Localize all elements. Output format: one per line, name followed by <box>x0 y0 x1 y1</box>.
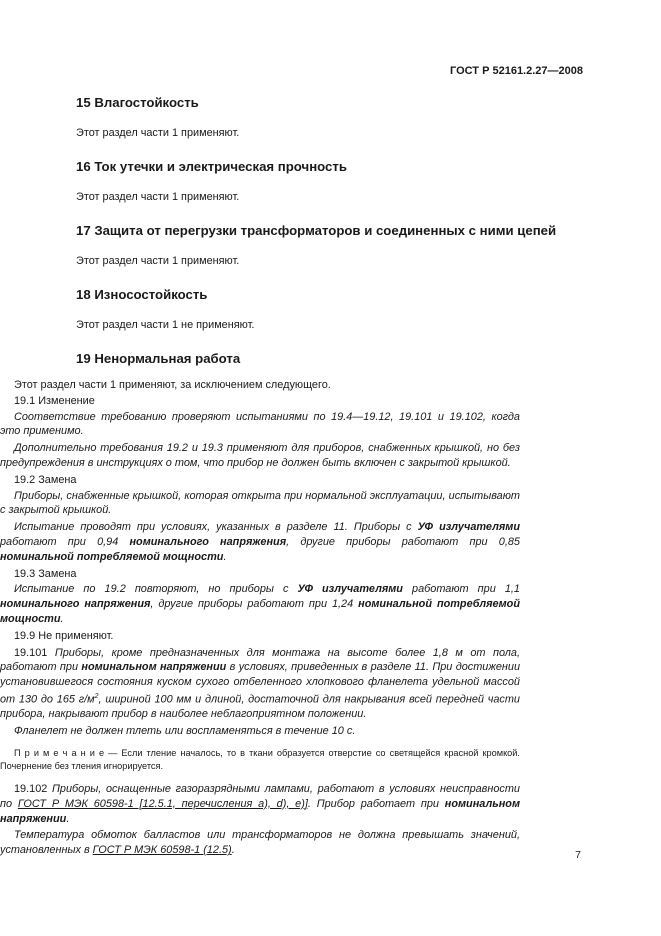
section-text: Этот раздел части 1 применяют. <box>76 191 240 203</box>
section-heading: 15 Влагостойкость <box>76 95 199 110</box>
clause-title: 19.3 Замена <box>14 567 77 580</box>
standard-reference-link[interactable]: ГОСТ Р МЭК 60598-1 (12.5) <box>92 844 232 857</box>
section-text: Этот раздел части 1 не применяют. <box>76 319 255 331</box>
section-19-body <box>0 378 661 858</box>
paragraph: Этот раздел части 1 применяют, за исключением следующего. <box>14 379 331 391</box>
note: П р и м е ч а н и е — Если тление началось, то в ткани образуется отверстие со светящейся красной кромкой. Почернение без тления игнорируется. <box>0 747 520 772</box>
paragraph: Температура обмоток балластов или трансформаторов не должна превышать значений, установленных в ГОСТ Р МЭК 60598-1 (12.5). <box>0 829 520 857</box>
section-19 <box>76 351 596 366</box>
clause-title: 19.9 Не применяют. <box>14 629 114 642</box>
paragraph: 19.102 Приборы, оснащенные газоразрядными лампами, работают в условиях неисправности по ГОСТ Р МЭК 60598-1 [12.5.1, перечисления а), d), е)]. Прибор работает при номинальном напряжении. <box>0 782 521 825</box>
paragraph: Приборы, снабженные крышкой, которая открыта при нормальной эксплуатации, испытывают с закрытой крышкой. <box>0 489 520 517</box>
section-16 <box>76 159 596 203</box>
section-text: Этот раздел части 1 применяют. <box>76 127 240 139</box>
section-18 <box>76 287 596 331</box>
clause-title: 19.2 Замена <box>14 473 77 486</box>
section-heading: 17 Защита от перегрузки трансформаторов и соединенных с ними цепей <box>76 223 557 238</box>
section-heading: 16 Ток утечки и электрическая прочность <box>76 159 347 174</box>
standard-reference-link[interactable]: ГОСТ Р МЭК 60598-1 [12.5.1, перечисления а), d), е)] <box>17 797 308 810</box>
paragraph: Фланелет не должен тлеть или воспламеняться в течение 10 с. <box>14 725 356 738</box>
section-heading: 18 Износостойкость <box>76 287 208 302</box>
paragraph: 19.101 Приборы, кроме предназначенных для монтажа на высоте более 1,8 м от пола, работают при номинальном напряжении в условиях, приведенных в разделе 11. При достижении установившегося состояния куском сухого отбеленного хлопкового фланелета удельной массой от 130 до 165 $г/м^2$, шириной 100 мм и длиной, достаточной для накрывания всей передней части прибора, накрывают прибор в наиболее неблагоприятном положении. <box>0 646 520 721</box>
section-heading: 19 Ненормальная работа <box>76 351 241 366</box>
section-text: Этот раздел части 1 применяют. <box>76 255 240 267</box>
paragraph: Дополнительно требования 19.2 и 19.3 применяют для приборов, снабженных крышкой, но без предупреждения в инструкциях о том, что прибор не должен быть включен с закрытой крышкой. <box>0 442 520 469</box>
page-number: 7 <box>575 849 581 861</box>
section-15 <box>76 95 596 139</box>
paragraph: Испытание проводят при условиях, указанных в разделе 11. Приборы с УФ излучателями работают при 0,94 номинального напряжения, другие приборы работают при 0,85 номинальной потребляемой мощности. <box>0 521 521 563</box>
document-header-id: ГОСТ Р 52161.2.27—2008 <box>449 65 583 77</box>
clause-title: 19.1 Изменение <box>14 394 95 407</box>
section-17 <box>76 223 596 267</box>
paragraph: Испытание по 19.2 повторяют, но приборы с УФ излучателями работают при 1,1 номинального напряжения, другие приборы работают при 1,24 номинальной потребляемой мощности. <box>0 583 520 625</box>
paragraph: Соответствие требованию проверяют испытаниями по 19.4—19.12, 19.101 и 19.102, когда это применимо. <box>0 410 520 438</box>
